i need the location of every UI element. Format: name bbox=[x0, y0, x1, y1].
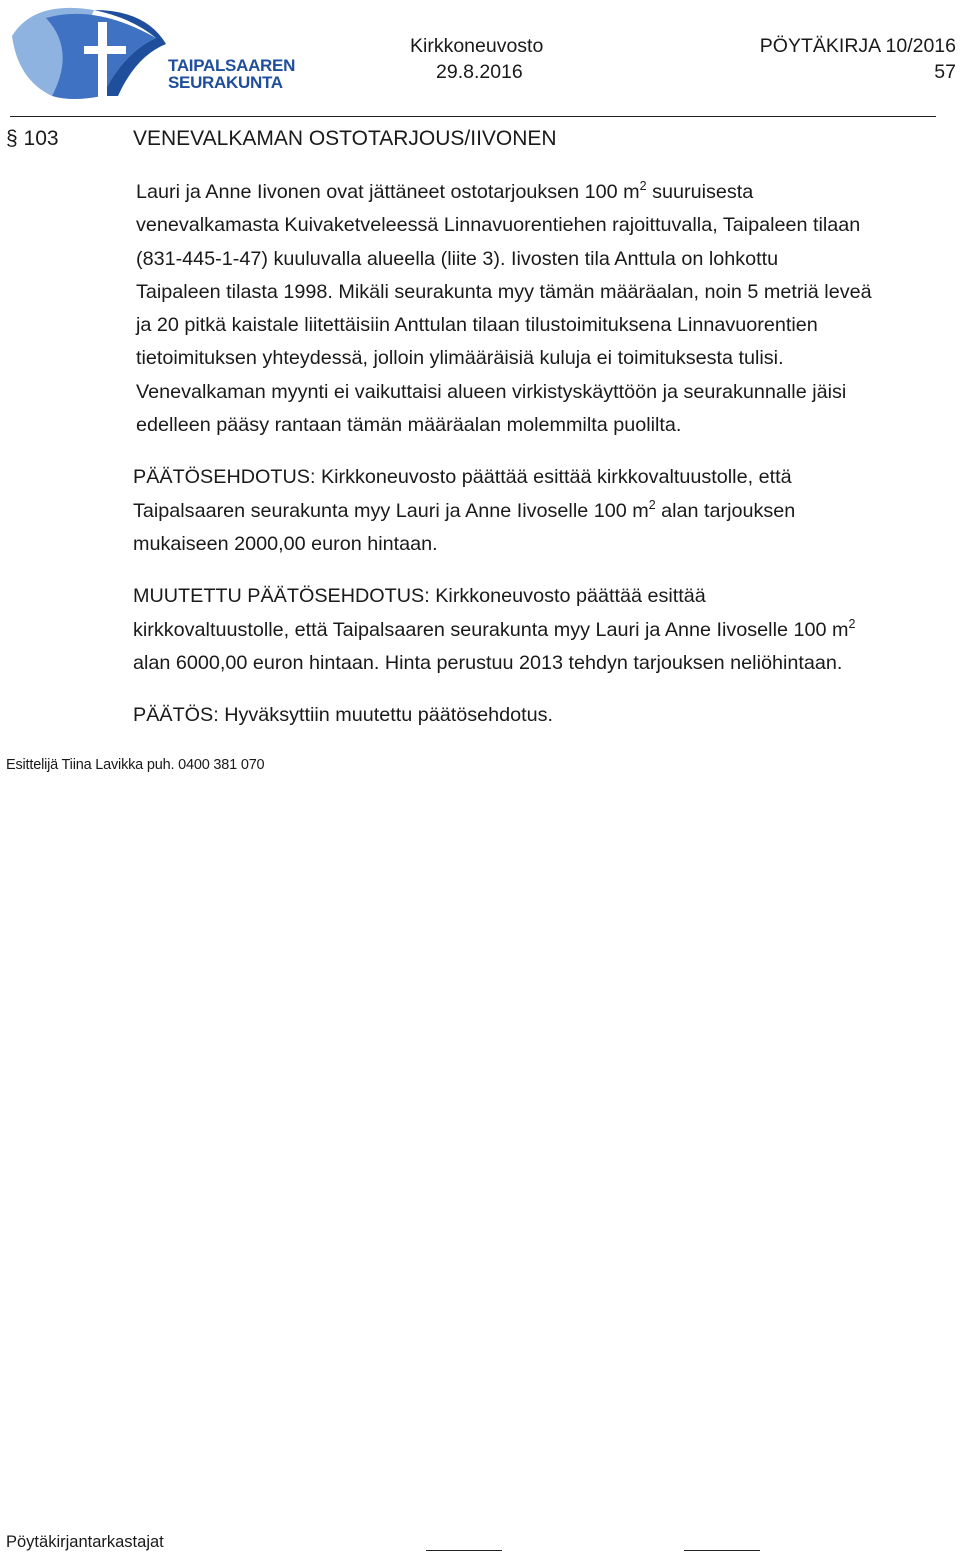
meeting-body: Kirkkoneuvosto bbox=[410, 35, 544, 57]
text-line: venevalkamasta Kuivaketveleessä Linnavuorentiehen rajoittuvalla, Taipaleen tilaan bbox=[136, 214, 861, 237]
header-meeting bbox=[410, 33, 543, 85]
minutes-body bbox=[133, 176, 959, 732]
signature-line-1 bbox=[426, 1550, 502, 1551]
church-logo bbox=[6, 6, 296, 106]
text-line: PÄÄTÖSEHDOTUS: Kirkkoneuvosto päättää esittää kirkkovaltuustolle, että bbox=[133, 466, 792, 489]
text-line: alan 6000,00 euron hintaan. Hinta perustuu 2013 tehdyn tarjouksen neliöhintaan. bbox=[133, 651, 843, 674]
header-divider bbox=[10, 116, 936, 117]
presenter-line: Esittelijä Tiina Lavikka puh. 0400 381 070 bbox=[6, 757, 265, 773]
text-line: Lauri ja Anne Iivonen ovat jättäneet ostotarjouksen 100 $m^2$ suuruisesta bbox=[136, 179, 754, 203]
text-line: (831-445-1-47) kuuluvalla alueella (liite 3). Iivosten tila Anttula on lohkottu bbox=[136, 247, 779, 270]
superscript: 2 bbox=[848, 616, 856, 631]
text-line: ja 20 pitkä kaistale liitettäisiin Anttulan tilaan tilustoimituksena Linnavuorentien bbox=[136, 314, 818, 337]
signature-line-2 bbox=[684, 1550, 760, 1551]
text-line: edelleen pääsy rantaan tämän määräalan molemmilta puolilta. bbox=[136, 414, 682, 437]
text-line: Venevalkaman myynti ei vaikuttaisi alueen virkistyskäyttöön ja seurakunnalle jäisi bbox=[136, 380, 847, 403]
text-line: kirkkovaltuustolle, että Taipalsaaren seurakunta myy Lauri ja Anne Iivoselle 100 $m^2$ bbox=[133, 616, 856, 641]
section-number: § 103 bbox=[6, 127, 59, 150]
meeting-date: 29.8.2016 bbox=[436, 61, 523, 83]
page-number: 57 bbox=[934, 61, 956, 83]
text-line: Taipalsaaren seurakunta myy Lauri ja Anne Iivoselle 100 $m^2$ alan tarjouksen bbox=[133, 497, 796, 522]
logo-wordmark: TAIPALSAAREN SEURAKUNTA bbox=[168, 56, 296, 92]
footer-label: Pöytäkirjantarkastajat bbox=[6, 1533, 164, 1551]
header-document bbox=[760, 33, 956, 85]
paragraph-amended-proposal bbox=[133, 580, 959, 680]
section-heading bbox=[6, 124, 557, 154]
text-line: Taipaleen tilasta 1998. Mikäli seurakunta myy tämän määräalan, noin 5 metriä leveä bbox=[136, 280, 872, 303]
text-line: PÄÄTÖS: Hyväksyttiin muutettu päätösehdotus. bbox=[133, 704, 554, 727]
text-line: tietoimituksen yhteydessä, jolloin ylimääräisiä kuluja ei toimituksesta tulisi. bbox=[136, 347, 784, 370]
text-line: mukaiseen 2000,00 euron hintaan. bbox=[133, 532, 438, 555]
paragraph-decision bbox=[133, 699, 959, 732]
superscript: 2 bbox=[639, 179, 647, 193]
paragraph-proposal bbox=[133, 461, 959, 561]
paragraph-background bbox=[133, 176, 959, 442]
section-title: VENEVALKAMAN OSTOTARJOUS/IIVONEN bbox=[133, 127, 557, 150]
text-line: MUUTETTU PÄÄTÖSEHDOTUS: Kirkkoneuvosto päättää esittää bbox=[133, 585, 706, 608]
document-number: PÖYTÄKIRJA 10/2016 bbox=[759, 35, 956, 57]
superscript: 2 bbox=[648, 497, 656, 512]
